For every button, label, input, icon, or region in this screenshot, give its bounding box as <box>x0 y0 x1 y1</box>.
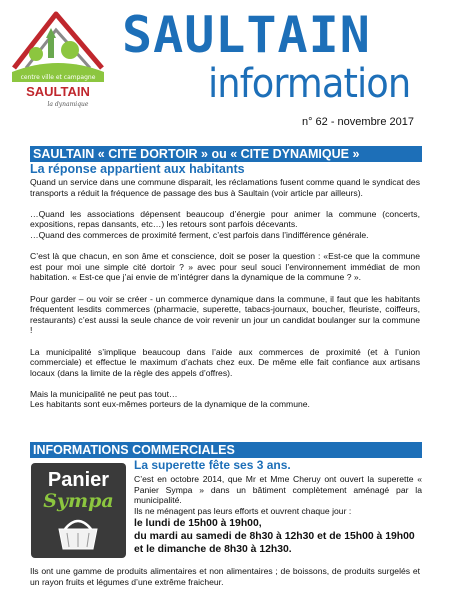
commercial-intro: C’est en octobre 2014, que Mr et Mme Cheruy ont ouvert la superette « Panier Sympa » dans un bâtiment complètement aménagé par la municipalité. <box>134 474 422 506</box>
masthead-subtitle: information <box>208 61 411 107</box>
paragraph: La municipalité s’implique beaucoup dans l’aide aux commerces de proximité (et à l’union commerciale) et effectue le maximum d’achats chez eux. De même elle fait confiance aux artisans locaux (dans la limite de la règle des appels d’offres). <box>30 346 420 378</box>
article-headline: La réponse appartient aux habitants <box>30 162 245 176</box>
commercial-closing: Ils ont une gamme de produits alimentaires et non alimentaires ; de boissons, de produits surgelés et un rayon fruits et légumes d’une extrême fraicheur. <box>30 566 420 587</box>
panier-sympa-logo <box>31 463 126 558</box>
panier-logo-word: Panier <box>47 469 110 491</box>
paragraph: Pour garder – ou voir se créer - un commerce dynamique dans la commune, il faut que les habitants fréquentent lesdits commerces (pharmacie, superette, tabacs-journaux, boucher, fleuriste, coiffeurs, restaurants) c’est aussi la seule chance de voir revenir un jour un candidat boulanger sur la commune ! <box>30 293 420 336</box>
logo-tagline-bottom: la dynamique <box>47 101 89 108</box>
section-banner-commercial: INFORMATIONS COMMERCIALES <box>30 442 422 458</box>
section-banner-cite: SAULTAIN « CITE DORTOIR » ou « CITE DYNAMIQUE » <box>30 146 422 162</box>
paragraph: …Quand les associations dépensent beaucoup d’énergie pour animer la commune (concerts, expositions, repas dansants, etc…) les retours sont parfois décevants. <box>30 208 420 230</box>
paragraph: Mais la municipalité ne peut pas tout… <box>30 388 178 399</box>
article-body <box>30 177 420 410</box>
saultain-logo <box>8 6 108 116</box>
sympa-logo-word: Sympa <box>43 490 114 512</box>
hours-week: du mardi au samedi de 8h30 à 12h30 et de 15h00 à 19h00 et le dimanche de 8h30 à 12h30. <box>134 531 415 555</box>
paragraph: Quand un service dans une commune disparait, les réclamations fusent comme quand le syndicat des transports a réduit la fréquence de passage des bus à Saultain (voir article par ailleurs). <box>30 177 420 198</box>
basket-icon <box>53 517 103 553</box>
masthead-title: SAULTAIN <box>122 6 371 64</box>
logo-tagline-top: centre ville et campagne <box>20 74 96 81</box>
logo-name: SAULTAIN <box>26 84 90 99</box>
paragraph: C’est là que chacun, en son âme et conscience, doit se poser la question : «Est-ce que la commune est pour moi une simple cité dortoir ? » avec pour seul souci l’environnement immédiat de mon habitation. « Est-ce que j’ai envie de m’intégrer dans la dynamique de la commune ? ». <box>30 251 420 283</box>
hours-monday: le lundi de 15h00 à 19h00, <box>134 518 262 529</box>
commercial-headline: La superette fête ses 3 ans. <box>134 458 291 472</box>
commercial-hours-intro: Ils ne ménagent pas leurs efforts et ouvrent chaque jour : <box>134 506 352 516</box>
issue-number: n° 62 - novembre 2017 <box>301 116 414 128</box>
paragraph: …Quand des commerces de proximité ferment, c’est parfois dans l’indifférence générale. <box>30 229 369 240</box>
paragraph: Les habitants sont eux-mêmes porteurs de la dynamique de la commune. <box>30 399 310 410</box>
